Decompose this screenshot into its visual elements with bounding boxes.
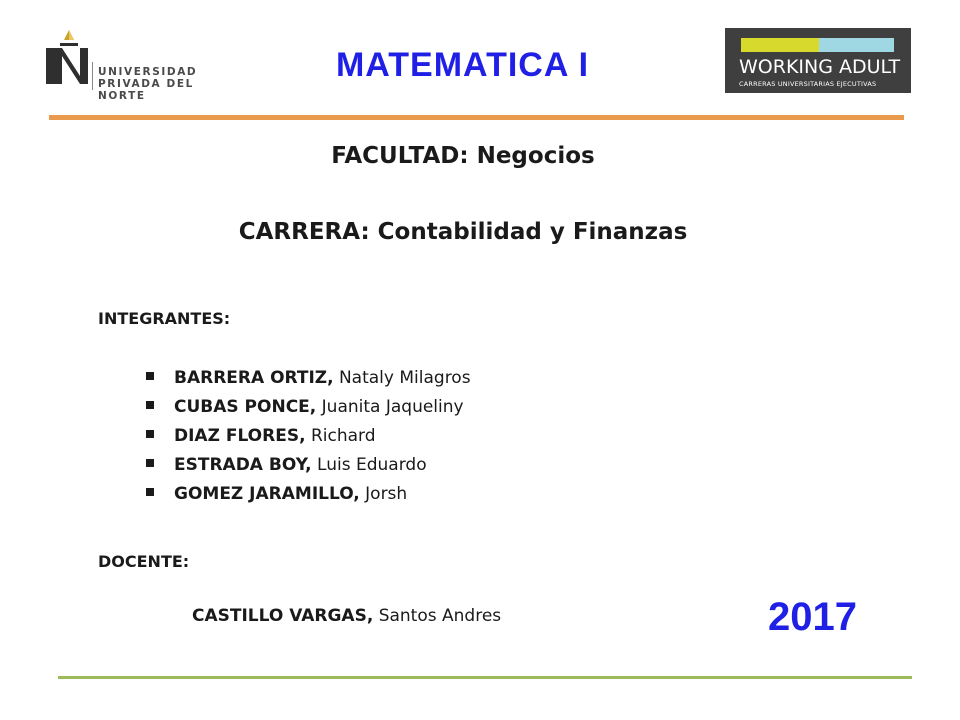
member-surname: CUBAS PONCE,	[174, 397, 317, 417]
member-name: Jorsh	[359, 484, 408, 504]
member-surname: BARRERA ORTIZ,	[174, 368, 334, 388]
page-title: MATEMATICA I	[335, 46, 590, 84]
square-bullet-icon	[146, 372, 154, 380]
square-bullet-icon	[146, 488, 154, 496]
members-list	[146, 364, 471, 509]
career-heading: CARRERA: Contabilidad y Finanzas	[238, 219, 688, 245]
program-logo-blue-bar	[819, 38, 894, 52]
faculty-heading: FACULTAD: Negocios	[331, 143, 595, 169]
top-divider	[49, 115, 904, 120]
list-item	[146, 451, 471, 480]
member-surname: DIAZ FLORES,	[174, 426, 306, 446]
list-item	[146, 393, 471, 422]
program-logo-yellow-bar	[741, 38, 819, 52]
program-logo-subtitle: CARRERAS UNIVERSITARIAS EJECUTIVAS	[739, 80, 877, 88]
university-emblem-icon	[40, 28, 98, 88]
list-item	[146, 480, 471, 509]
member-surname: GOMEZ JARAMILLO,	[174, 484, 360, 504]
members-label: INTEGRANTES:	[98, 309, 231, 328]
bottom-divider	[58, 676, 912, 679]
university-logo-text	[98, 66, 240, 102]
university-logo-line-2: PRIVADA DEL NORTE	[98, 78, 194, 102]
square-bullet-icon	[146, 401, 154, 409]
member-name: Juanita Jaqueliny	[316, 397, 464, 417]
list-item	[146, 422, 471, 451]
university-logo-line-1: UNIVERSIDAD	[98, 66, 198, 78]
member-name: Richard	[305, 426, 376, 446]
program-logo-title: WORKING ADULT	[739, 56, 901, 78]
university-logo	[40, 28, 240, 102]
university-logo-divider	[92, 62, 93, 90]
member-name: Nataly Milagros	[333, 368, 471, 388]
member-surname: ESTRADA BOY,	[174, 455, 312, 475]
year-label: 2017	[768, 595, 857, 639]
teacher-name	[192, 606, 501, 626]
member-name: Luis Eduardo	[311, 455, 427, 475]
square-bullet-icon	[146, 430, 154, 438]
teacher-given-name: Santos Andres	[373, 606, 502, 626]
teacher-label: DOCENTE:	[98, 552, 190, 571]
list-item	[146, 364, 471, 393]
program-logo	[725, 28, 911, 93]
teacher-surname: CASTILLO VARGAS,	[192, 606, 374, 626]
square-bullet-icon	[146, 459, 154, 467]
